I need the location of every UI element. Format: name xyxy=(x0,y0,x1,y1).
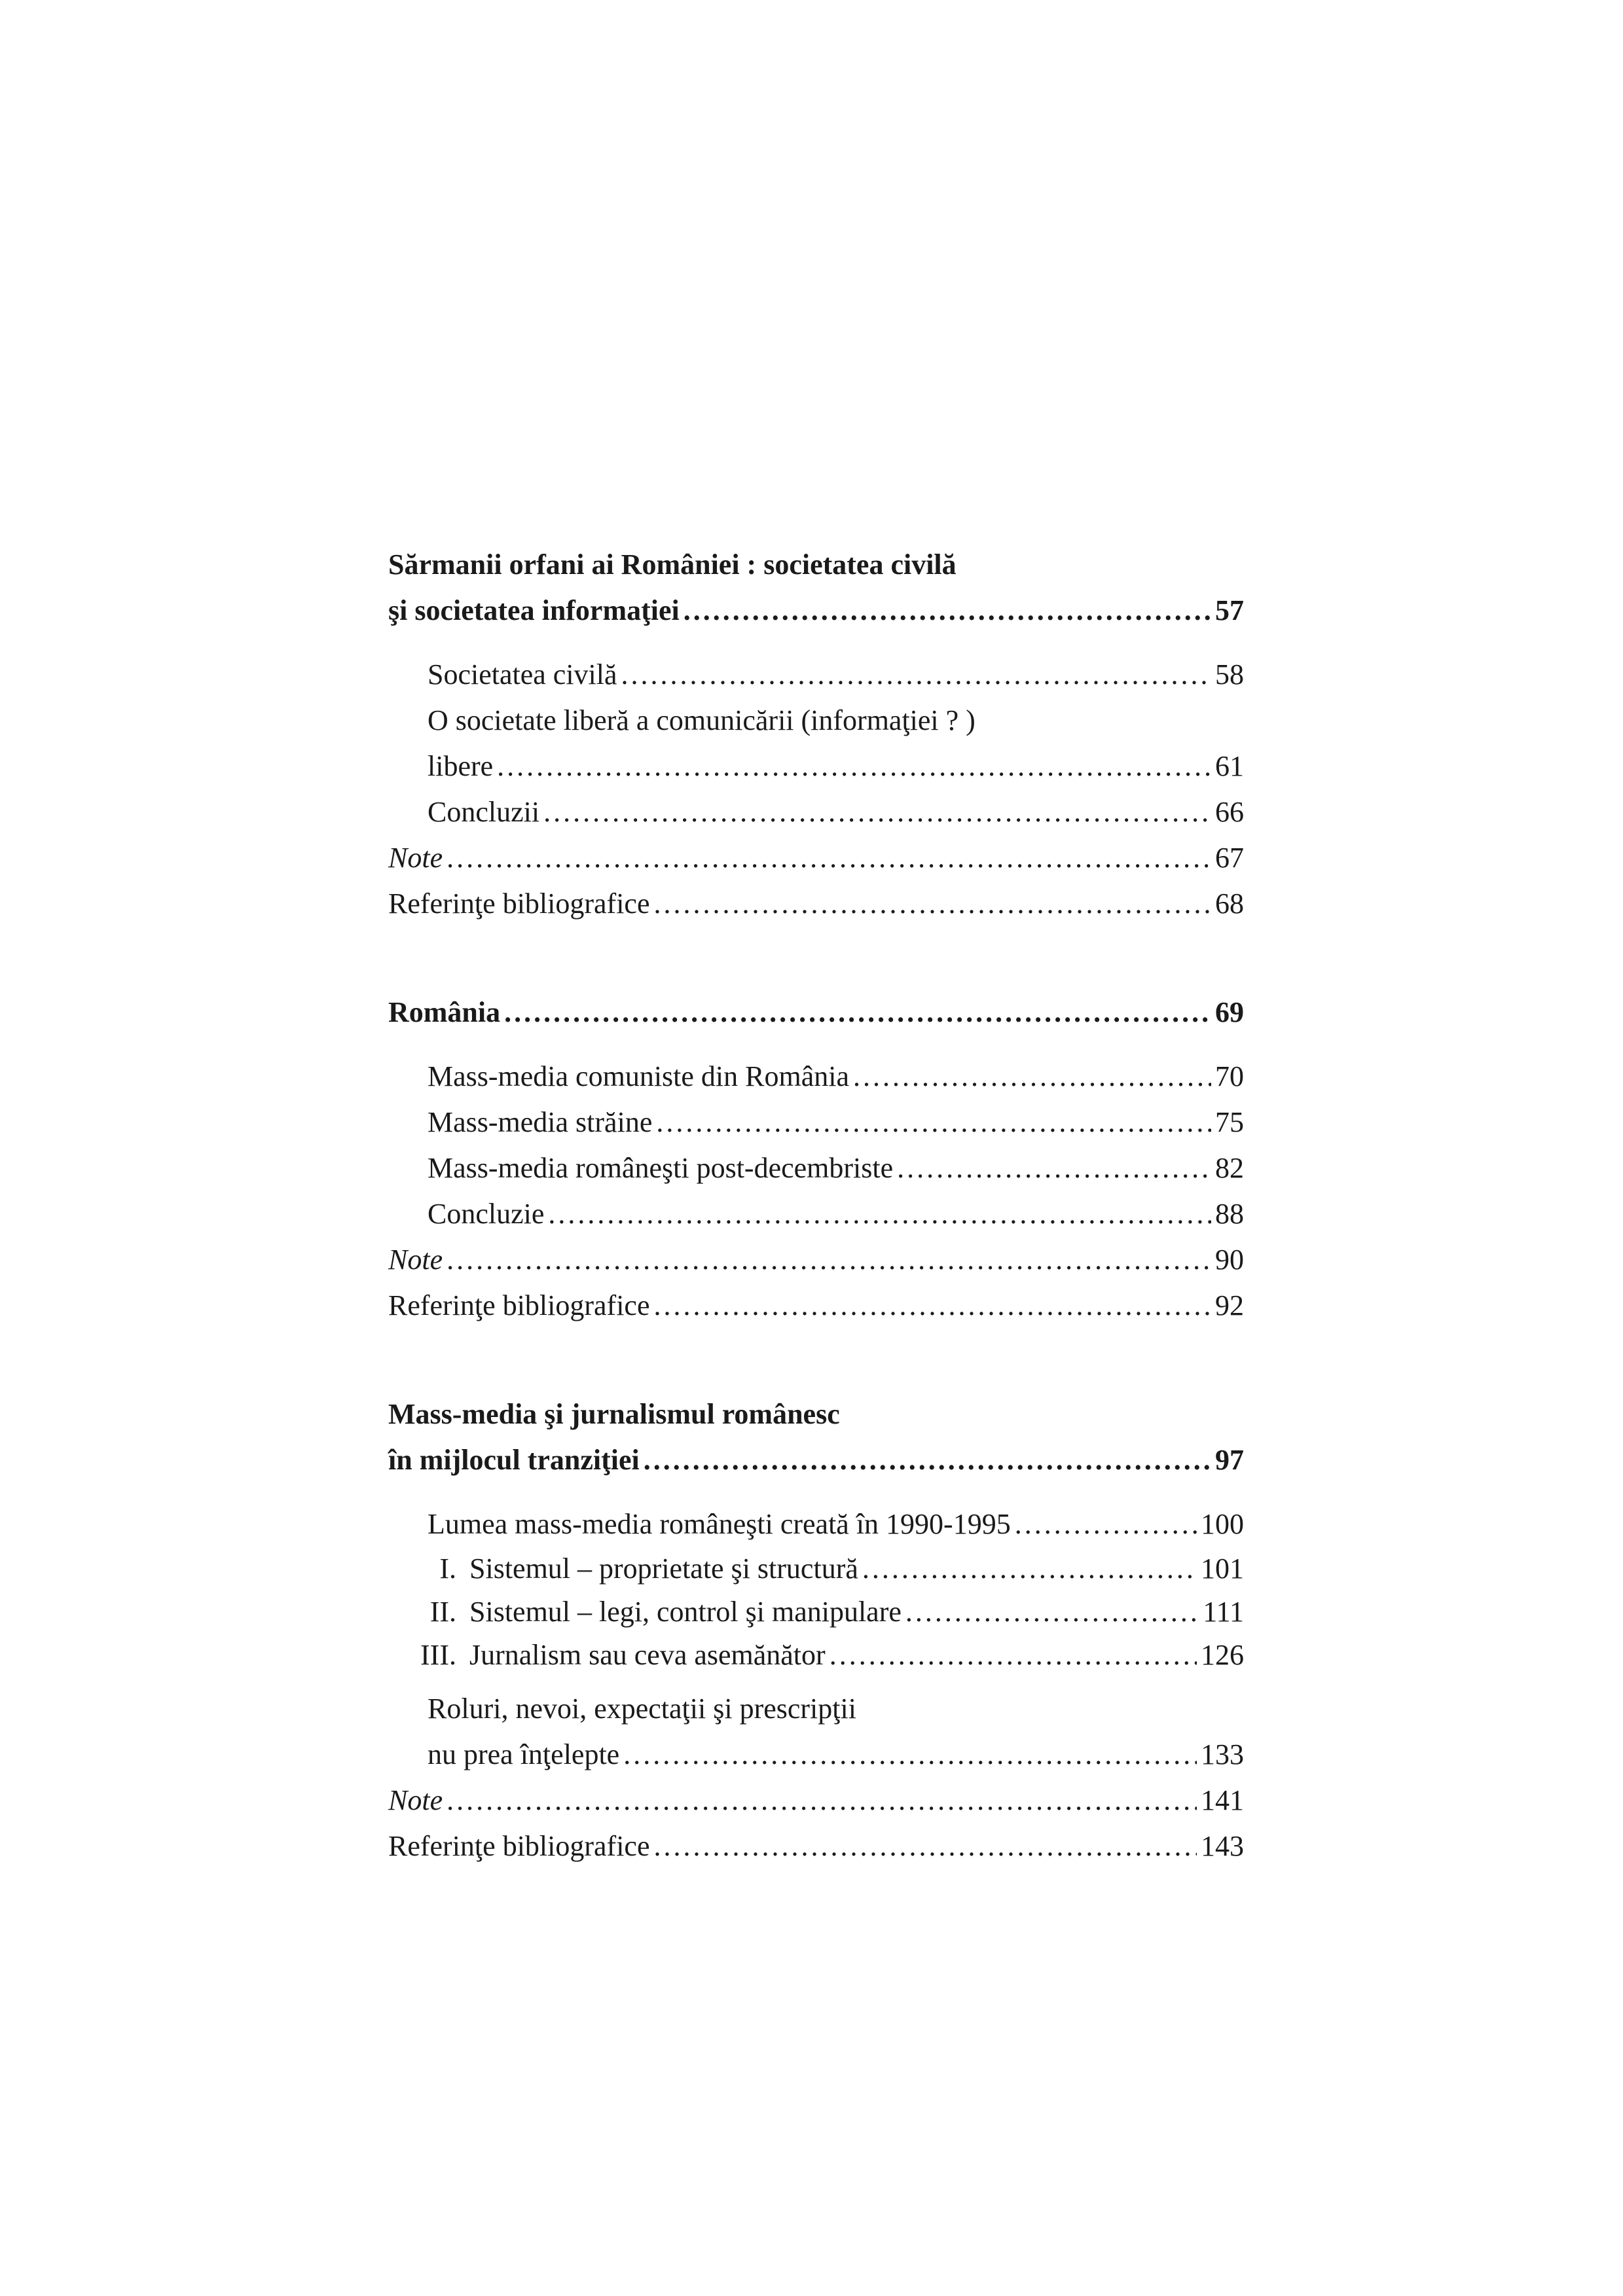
roman-numeral: I. xyxy=(439,1552,456,1585)
entry-label: Sistemul – proprietate şi structură xyxy=(469,1552,858,1585)
section-title-cont: în mijlocul tranziţiei xyxy=(388,1444,640,1476)
entry-label-cont: nu prea înţelepte xyxy=(428,1738,620,1770)
leader-dots xyxy=(853,1054,1211,1100)
page-number: 61 xyxy=(1215,750,1244,782)
entry-label: Referinţe bibliografice xyxy=(388,1830,650,1862)
roman-numeral: II. xyxy=(429,1596,456,1628)
entry-label: Mass-media comuniste din România xyxy=(428,1060,849,1092)
toc-subentry[interactable] xyxy=(388,1634,1244,1677)
toc-entry-refs[interactable] xyxy=(388,1283,1244,1329)
toc-entry[interactable] xyxy=(388,1732,1244,1778)
leader-dots xyxy=(621,652,1211,698)
section-title: România xyxy=(388,996,501,1028)
entry-label: Lumea mass-media româneşti creată în 1990-1995 xyxy=(428,1508,1011,1540)
entry-label: Note xyxy=(388,1244,443,1276)
leader-dots xyxy=(447,1237,1211,1283)
page-number: 57 xyxy=(1215,594,1244,626)
leader-dots xyxy=(905,1590,1199,1634)
entry-label: Mass-media străine xyxy=(428,1106,653,1138)
toc-entry[interactable] xyxy=(388,652,1244,698)
leader-dots xyxy=(897,1145,1211,1191)
leader-dots xyxy=(623,1732,1197,1778)
entry-label: Jurnalism sau ceva asemănător xyxy=(469,1639,826,1671)
leader-dots xyxy=(644,1437,1211,1483)
page-number: 97 xyxy=(1215,1444,1244,1476)
toc-entry[interactable] xyxy=(388,744,1244,789)
entry-label: Concluzii xyxy=(428,796,540,828)
leader-dots xyxy=(497,744,1211,789)
toc-entry[interactable] xyxy=(388,1054,1244,1100)
toc-entry[interactable] xyxy=(388,1437,1244,1483)
page-number: 68 xyxy=(1215,888,1244,920)
table-of-contents xyxy=(388,542,1244,1869)
leader-dots xyxy=(447,835,1211,881)
entry-label: Concluzie xyxy=(428,1198,545,1230)
entry-label: Societatea civilă xyxy=(428,658,617,691)
entry-label-cont: libere xyxy=(428,750,494,782)
page-number: 141 xyxy=(1201,1784,1244,1816)
leader-dots xyxy=(862,1547,1197,1590)
page-number: 126 xyxy=(1201,1639,1244,1671)
page-number: 67 xyxy=(1215,842,1244,874)
entry-label: Note xyxy=(388,842,443,874)
page-number: 111 xyxy=(1203,1596,1244,1628)
page-number: 69 xyxy=(1215,996,1244,1028)
page-number: 88 xyxy=(1215,1198,1244,1230)
page-number: 143 xyxy=(1201,1830,1244,1862)
page-number: 90 xyxy=(1215,1244,1244,1276)
leader-dots xyxy=(656,1100,1211,1145)
toc-entry[interactable] xyxy=(388,1191,1244,1237)
section-title: Sărmanii orfani ai României : societatea civilă xyxy=(388,548,957,581)
leader-dots xyxy=(504,990,1211,1035)
toc-entry-refs[interactable] xyxy=(388,881,1244,927)
toc-subentry[interactable] xyxy=(388,1547,1244,1590)
entry-label: Mass-media româneşti post-decembriste xyxy=(428,1152,894,1184)
leader-dots xyxy=(653,1823,1197,1869)
leader-dots xyxy=(1015,1501,1197,1547)
leader-dots xyxy=(653,881,1211,927)
toc-entry-note[interactable] xyxy=(388,1778,1244,1823)
toc-subentry[interactable] xyxy=(388,1590,1244,1634)
page-number: 133 xyxy=(1201,1738,1244,1770)
toc-entry-note[interactable] xyxy=(388,1237,1244,1283)
toc-entry-note[interactable] xyxy=(388,835,1244,881)
entry-label: Roluri, nevoi, expectaţii şi prescripţii xyxy=(428,1693,856,1725)
leader-dots xyxy=(653,1283,1211,1329)
page-number: 100 xyxy=(1201,1508,1244,1540)
section-title: Mass-media şi jurnalismul românesc xyxy=(388,1398,840,1430)
leader-dots xyxy=(548,1191,1211,1237)
page-number: 58 xyxy=(1215,658,1244,691)
toc-entry[interactable] xyxy=(388,1145,1244,1191)
leader-dots xyxy=(684,588,1211,634)
entry-label: Referinţe bibliografice xyxy=(388,1289,650,1321)
toc-entry[interactable] xyxy=(388,789,1244,835)
page-number: 92 xyxy=(1215,1289,1244,1321)
roman-numeral: III. xyxy=(420,1639,456,1671)
toc-entry[interactable] xyxy=(388,990,1244,1035)
toc-entry[interactable] xyxy=(388,1501,1244,1547)
toc-entry[interactable] xyxy=(388,588,1244,634)
page-number: 82 xyxy=(1215,1152,1244,1184)
toc-entry-refs[interactable] xyxy=(388,1823,1244,1869)
leader-dots xyxy=(830,1634,1197,1677)
page-number: 101 xyxy=(1201,1552,1244,1585)
entry-label: O societate liberă a comunicării (informaţiei ? ) xyxy=(428,704,976,736)
leader-dots xyxy=(447,1778,1197,1823)
page-number: 70 xyxy=(1215,1060,1244,1092)
toc-entry[interactable] xyxy=(388,1100,1244,1145)
entry-label: Note xyxy=(388,1784,443,1816)
leader-dots xyxy=(543,789,1211,835)
entry-label: Sistemul – legi, control şi manipulare xyxy=(469,1596,902,1628)
section-title-cont: şi societatea informaţiei xyxy=(388,594,680,626)
page-number: 75 xyxy=(1215,1106,1244,1138)
entry-label: Referinţe bibliografice xyxy=(388,888,650,920)
page-number: 66 xyxy=(1215,796,1244,828)
